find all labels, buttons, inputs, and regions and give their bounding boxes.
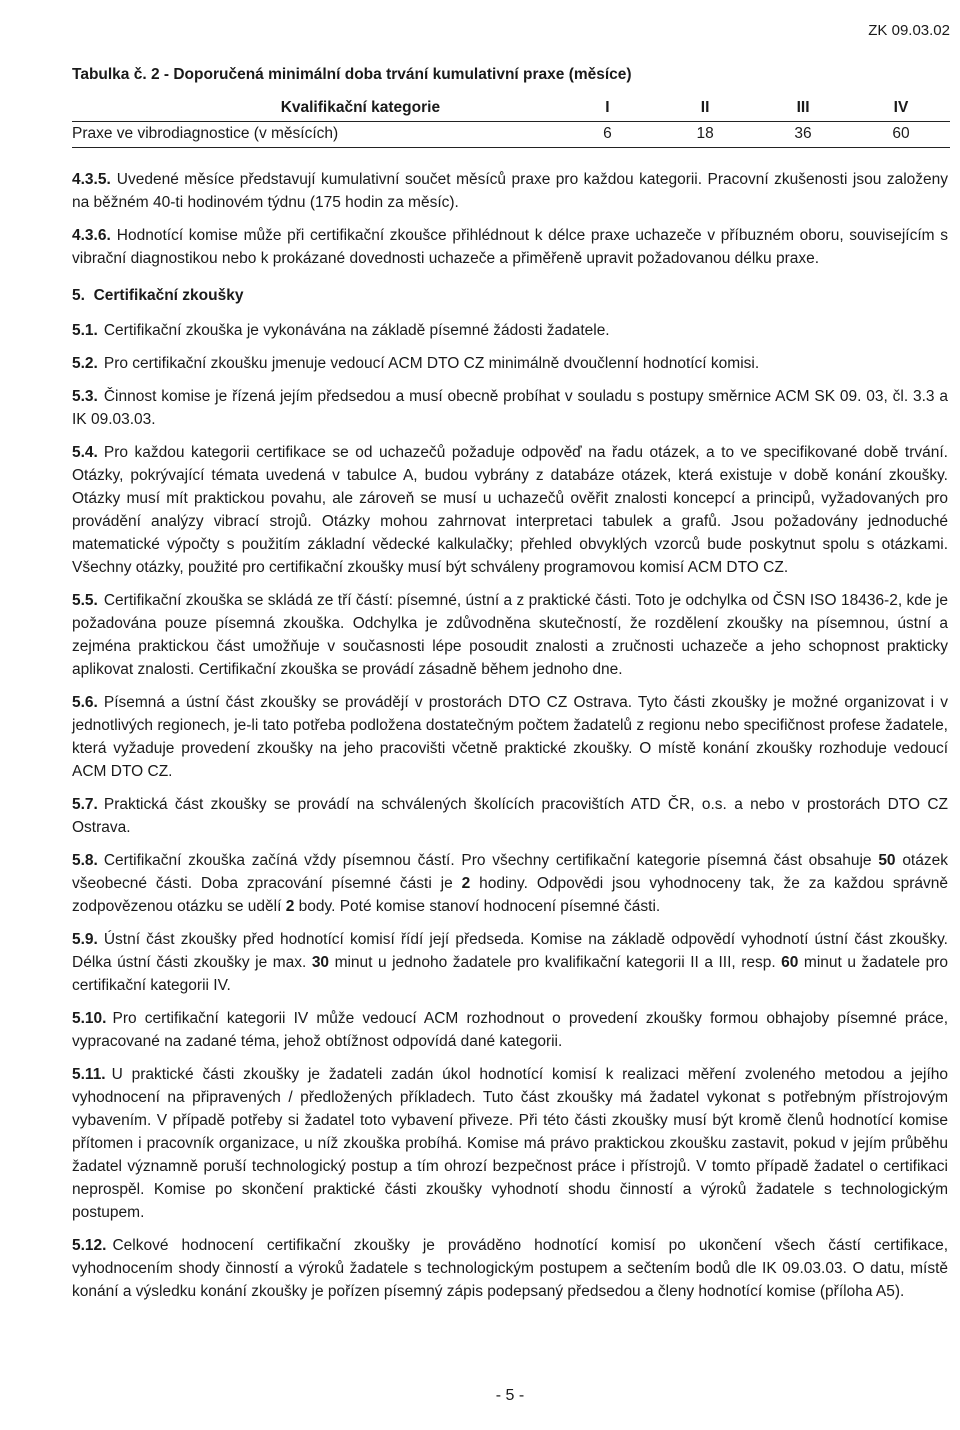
- document-code: ZK 09.03.02: [868, 22, 950, 39]
- paragraph-text: Uvedené měsíce představují kumulativní součet měsíců praxe pro každou kategorii. Pracovní zkušenosti jsou založeny na běžném 40-ti hodinovém týdnu (175 hodin za měsíc).: [72, 171, 948, 211]
- paragraph-text: minut u žadatele pro certifikační kategorii IV.: [72, 954, 948, 994]
- table-header-row: [72, 96, 950, 122]
- table-header-cell: III: [754, 96, 852, 122]
- paragraph-text: otázek všeobecné části. Doba zpracování písemné části je: [72, 852, 948, 892]
- paragraph-text: Praktická část zkoušky se provádí na schválených školících pracovištích ATD ČR, o.s. a nebo v prostorách DTO CZ Ostrava.: [72, 796, 948, 836]
- paragraph-number: 4.3.6.: [72, 227, 111, 244]
- table-cell: 36: [754, 122, 852, 148]
- paragraph: [72, 168, 948, 214]
- paragraph-text: hodiny. Odpovědi jsou vyhodnoceny tak, že za každou správně zodpovězenou otázku se udělí: [72, 875, 948, 915]
- table-header-cell: II: [656, 96, 754, 122]
- emphasized-value: 30: [311, 954, 330, 971]
- paragraph-number: 5.1.: [72, 322, 98, 339]
- paragraph-text: Certifikační zkouška je vykonávána na základě písemné žádosti žadatele.: [103, 322, 610, 339]
- table-cell: 60: [852, 122, 950, 148]
- paragraph: [72, 224, 948, 270]
- paragraph-number: 5.12.: [72, 1237, 107, 1254]
- paragraph-text: Ústní část zkoušky před hodnotící komisí řídí její předseda. Komise na základě odpovědí vyhodnotí ústní část zkoušky. Délka ústní části zkoušky je max.: [72, 931, 948, 971]
- page-number: - 5 -: [495, 1387, 525, 1404]
- paragraph-text: Certifikační zkouška se skládá ze tří částí: písemné, ústní a z praktické části. Toto je odchylka od ČSN ISO 18436-2, kde je požadována pouze písemná zkouška. Odchylka je zdůvodněna skutečností, že rozdělení zkoušky na písemnou, ústní a zejména praktickou část umožňuje v současnosti lépe posoudit znalosti a zručnosti uchazeče a jeho schopnost prakticky aplikovat znalosti. Certifikační zkouška se provádí zásadně během jednoho dne.: [72, 592, 948, 678]
- paragraph: [72, 691, 948, 783]
- paragraph-number: 5.11.: [72, 1066, 106, 1083]
- paragraph-number: 5.9.: [72, 931, 98, 948]
- paragraph: [72, 385, 948, 431]
- paragraph-number: 5.6.: [72, 694, 98, 711]
- paragraph-text: Hodnotící komise může při certifikační zkoušce přihlédnout k délce praxe uchazeče v příbuzném oboru, souvisejícím s vibrační diagnostikou nebo k prokázané dovednosti uchazeče a přiměřeně upravit požadovanou délku praxe.: [72, 227, 948, 267]
- paragraph-list: [72, 168, 948, 270]
- paragraph: [72, 589, 948, 681]
- paragraph-text: Písemná a ústní část zkoušky se provádějí v prostorách DTO CZ Ostrava. Tyto části zkoušky je možné organizovat i v jednotlivých regionech, je-li tato potřeba podložena dostatečným počtem žadatelů z regionu nebo specifičnost profese žadatele, která vyžaduje provedení zkoušky na jeho pracovišti včetně praktické zkoušky. O místě konání zkoušky rozhoduje vedoucí ACM DTO CZ.: [72, 694, 948, 780]
- paragraph: [72, 1063, 948, 1224]
- emphasized-value: 50: [878, 852, 896, 869]
- table-cell: 6: [559, 122, 656, 148]
- paragraph: [72, 793, 948, 839]
- paragraph: [72, 352, 948, 375]
- table-header-cell: Kvalifikační kategorie: [72, 96, 559, 122]
- paragraph-text: minut u jednoho žadatele pro kvalifikační kategorii II a III, resp.: [329, 954, 782, 971]
- paragraph: [72, 1234, 948, 1303]
- table-cell: 18: [656, 122, 754, 148]
- paragraph-number: 5.2.: [72, 355, 98, 372]
- paragraph-text: Činnost komise je řízená jejím předsedou a musí obecně probíhat v souladu s postupy směrnice ACM SK 09. 03, čl. 3.3 a IK 09.03.03.: [72, 388, 948, 428]
- table-title: Tabulka č. 2 - Doporučená minimální doba trvání kumulativní praxe (měsíce): [72, 66, 632, 83]
- practice-table: [72, 96, 950, 148]
- paragraph-number: 5.4.: [72, 444, 98, 461]
- paragraph-number: 5.5.: [72, 592, 98, 609]
- paragraph-text: Pro certifikační zkoušku jmenuje vedoucí ACM DTO CZ minimálně dvoučlenní hodnotící komisi.: [103, 355, 760, 372]
- paragraph-text: Certifikační zkouška začíná vždy písemnou částí. Pro všechny certifikační kategorie písemná část obsahuje: [103, 852, 879, 869]
- paragraph-number: 4.3.5.: [72, 171, 111, 188]
- paragraph: [72, 319, 948, 342]
- emphasized-value: 2: [461, 875, 471, 892]
- paragraph-text: U praktické části zkoušky je žadateli zadán úkol hodnotící komisí k realizaci měření zvoleného metodou a jejího vyhodnocení na připravených / předložených příkladech. Tuto část zkoušky má žadatel vykonat s potřebným přístrojovým vybavením. V případě potřeby si žadatel toto vybavení přiveze. Při této části zkoušky musí být kromě členů hodnotící komise přítomen i pracovník organizace, u níž zkouška probíhá. Komise má právo praktickou zkoušku zastavit, pokud v jejím průběhu žadatel významně poruší technologický postup a tím ohrozí bezpečnost práce i přístrojů. V tomto případě žadatel o certifikaci neprospěl. Komise po skončení praktické části zkoušky vyhodnotí shodu činností a výroků žadatele s technologickým postupem.: [72, 1066, 948, 1221]
- paragraph: [72, 441, 948, 579]
- item-list: [72, 319, 948, 1303]
- emphasized-value: 2: [285, 898, 295, 915]
- section-number: 5.: [72, 287, 85, 304]
- paragraph-number: 5.8.: [72, 852, 98, 869]
- paragraph-text: Celkové hodnocení certifikační zkoušky je prováděno hodnotící komisí po ukončení všech částí certifikace, vyhodnocením shody činností a výroků žadatele s technologickým postupem a sečtením bodů dle IK 09.03.03. O datu, místě konání a výsledku konání zkoušky je pořízen písemný zápis podepsaný předsedou a členy hodnotící komise (příloha A5).: [72, 1237, 948, 1300]
- paragraph-number: 5.3.: [72, 388, 98, 405]
- paragraph: [72, 928, 948, 997]
- paragraph-number: 5.7.: [72, 796, 98, 813]
- section-title: Certifikační zkoušky: [93, 287, 244, 304]
- table-cell: Praxe ve vibrodiagnostice (v měsících): [72, 122, 559, 148]
- paragraph-text: Pro certifikační kategorii IV může vedoucí ACM rozhodnout o provedení zkoušky formou obhajoby písemné práce, vypracované na zadané téma, jehož obtížnost odpovídá dané kategorii.: [72, 1010, 948, 1050]
- paragraph-text: body. Poté komise stanoví hodnocení písemné části.: [294, 898, 661, 915]
- document-body: [72, 168, 948, 1313]
- table-header-cell: I: [559, 96, 656, 122]
- table-header-cell: IV: [852, 96, 950, 122]
- paragraph: [72, 849, 948, 918]
- paragraph: [72, 1007, 948, 1053]
- emphasized-value: 60: [781, 954, 799, 971]
- section-heading: [72, 284, 948, 307]
- paragraph-text: Pro každou kategorii certifikace se od uchazečů požaduje odpověď na řadu otázek, a to ve specifikované době trvání. Otázky, pokrývající témata uvedená v tabulce A, budou vybrány z databáze otázek, která existuje v době konání zkoušky. Otázky musí mít praktickou povahu, ale zároveň se musí u uchazečů ověřit znalosti koncepcí a principů, vyžadovaných pro provádění analýzy vibrací strojů. Otázky mohou zahrnovat interpretaci tabulek a grafů. Jsou požadovány jednoduché matematické výpočty s použitím základní vědecké kalkulačky; přehled obvyklých vzorců bude poskytnut spolu s otázkami. Všechny otázky, použité pro certifikační zkoušky musí být schváleny programovou komisí ACM DTO CZ.: [72, 444, 948, 576]
- paragraph-number: 5.10.: [72, 1010, 107, 1027]
- table-row: [72, 122, 950, 148]
